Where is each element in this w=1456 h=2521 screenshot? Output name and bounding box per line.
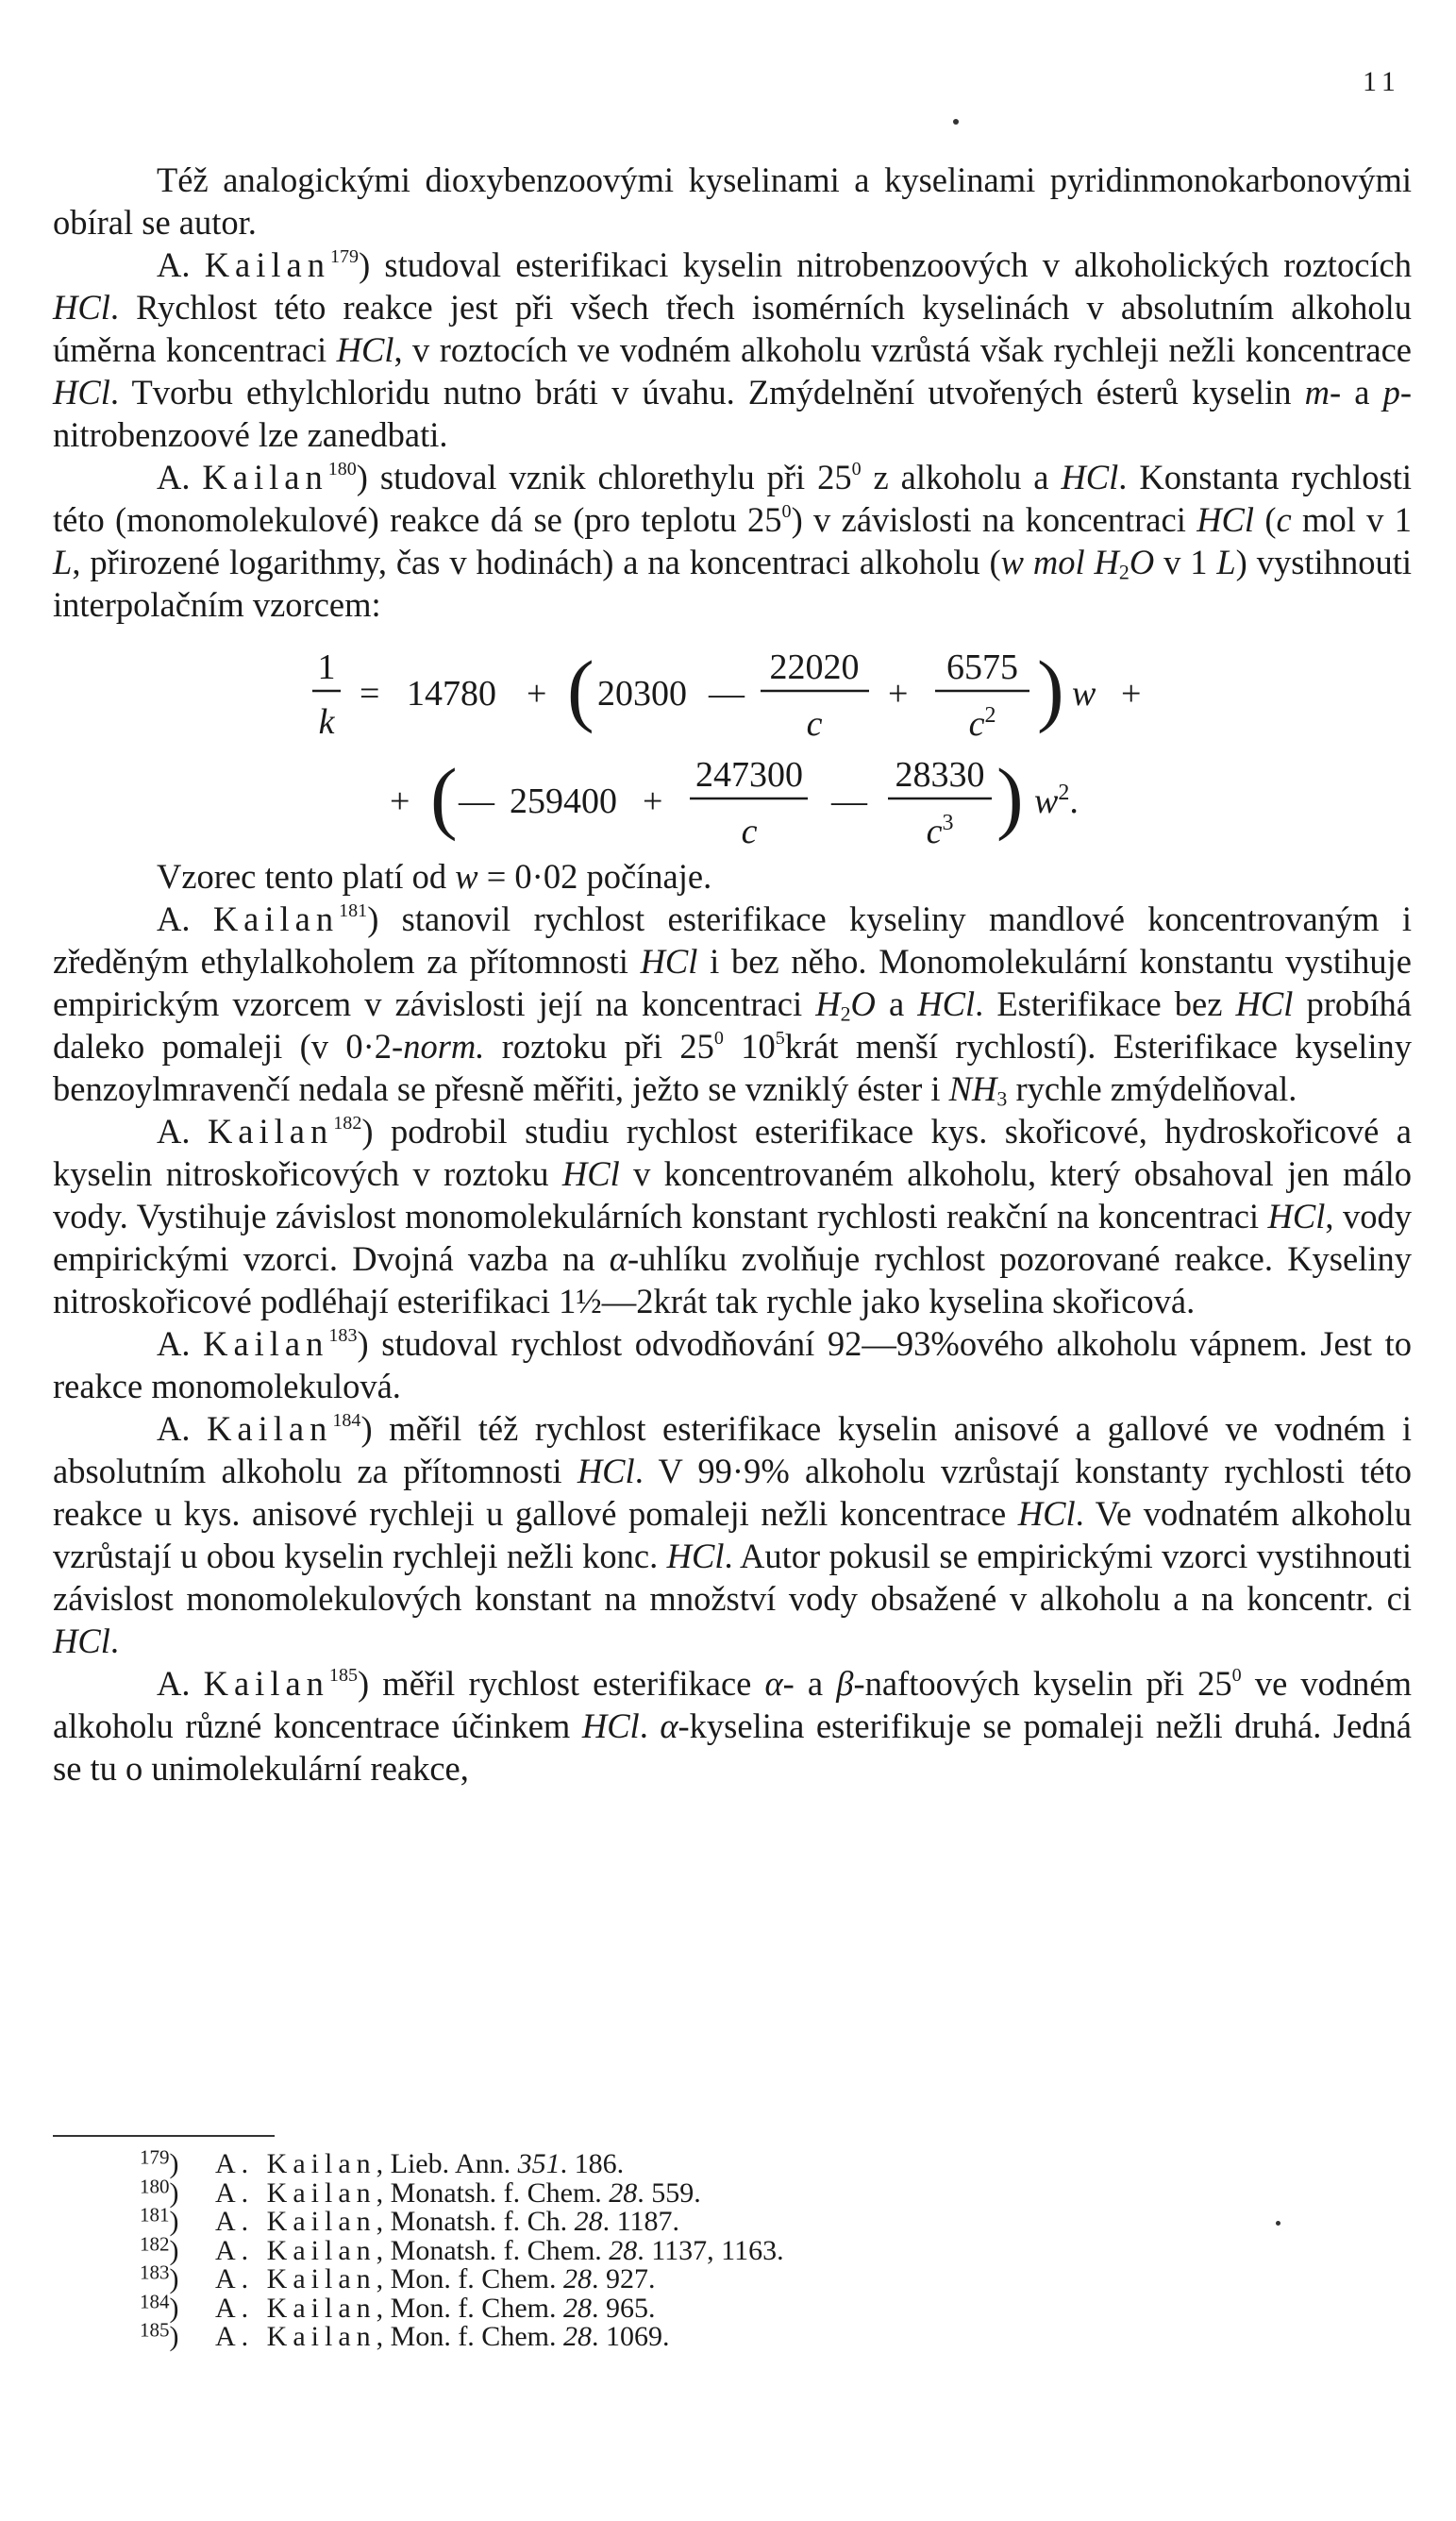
plus-sign: + <box>390 782 410 821</box>
text-run: , v roztocích ve vodném alkoholu vzrůstá však rychleji nežli koncentrace <box>393 330 1413 369</box>
text-run: 180 <box>327 458 357 479</box>
text-run: 0 <box>781 500 792 522</box>
text-run: HCl <box>1197 500 1255 539</box>
text-run: A. <box>157 899 213 938</box>
plus-sign: + <box>1121 674 1142 714</box>
interpolation-formula <box>53 643 1412 851</box>
lhs-numerator: 1 <box>317 647 336 687</box>
footnote-author: A. Kailan <box>215 2234 377 2266</box>
author-name: Kailan <box>203 1324 329 1363</box>
footnote-source: , Monatsh. f. Chem. <box>376 2176 610 2209</box>
paragraph <box>53 898 1412 1110</box>
footnote-ref: $^{181}$) <box>140 2203 179 2237</box>
footnote-number: 185 <box>140 2318 170 2342</box>
text-run: HCl <box>336 330 394 369</box>
text-run: α <box>609 1239 628 1278</box>
text-run: 185 <box>328 1664 359 1686</box>
text-run: 2 <box>840 1001 851 1026</box>
text-run: L <box>53 543 73 581</box>
footnote-author: A. Kailan <box>215 2292 377 2324</box>
text-run: A. <box>157 245 205 284</box>
text-run: 2 <box>1118 560 1130 584</box>
text-run: ) měřil též rychlost esterifikace kyselin anisové a gallové ve vodném i absolutním alkoholu za přítomnosti <box>53 1409 1412 1490</box>
text-run: HCl <box>561 1154 620 1193</box>
text-run: - a <box>1329 373 1383 412</box>
text-run: ) podrobil studiu rychlost esterifikace kys. skořicové, hydroskořicové a kyselin nitroskořicových v roztoku <box>53 1112 1413 1193</box>
footnote-volume: 28 <box>562 2292 592 2324</box>
text-run: krát menší rychlostí). Esterifikace kyseliny benzoylmravenčí nedala se přesně měřiti, ježto se vzniklý éster i <box>53 1027 1412 1108</box>
text-run: HCl <box>53 288 110 327</box>
footnote-ref: $^{180}$) <box>140 2175 179 2209</box>
paragraph <box>53 1407 1412 1662</box>
text-run: α <box>660 1706 678 1745</box>
footnote-volume: 351 <box>517 2148 561 2179</box>
footnote-page: . 927. <box>591 2263 656 2294</box>
text-run: ) stanovil rychlost esterifikace kyseliny mandlové koncentrovaným i zředěným ethylalkoholem za přítomnosti <box>53 899 1413 981</box>
plus-sign: + <box>527 674 547 714</box>
text-run: . Autor pokusil se empirickými vzorci vystihnouti závislost monomolekulových konstant na množství vody obsažené v alkoholu a na koncentr. ci <box>53 1537 1412 1618</box>
paragraph <box>53 1110 1412 1322</box>
body-text <box>53 159 1412 1790</box>
constant-259400: 259400 <box>510 782 617 821</box>
text-run: HCl <box>53 373 110 412</box>
footnote-author: A. Kailan <box>215 2176 377 2209</box>
text-run: A. <box>157 1324 204 1363</box>
footnote-author: A. Kailan <box>215 2206 377 2237</box>
footnote-page: . 1069. <box>591 2321 670 2352</box>
text-run: HCl <box>577 1452 635 1490</box>
text-run: i bez něho. Monomolekulární konstantu vystihuje empirickým vzorcem v závislosti její na koncentraci <box>53 942 1412 1023</box>
text-run: 3 <box>996 1086 1008 1111</box>
formula-svg <box>53 643 1412 851</box>
constant-20300: 20300 <box>597 674 687 714</box>
footnote-author: A. Kailan <box>215 2263 377 2294</box>
footnote-number: 184 <box>140 2290 170 2313</box>
text-run: HCl <box>1235 984 1294 1023</box>
footnote-number: 182 <box>140 2232 170 2256</box>
fraction-1-numerator: 22020 <box>769 647 860 687</box>
open-paren: ( <box>430 751 458 842</box>
text-run: 10 <box>723 1027 776 1066</box>
text-run: A. <box>157 1409 208 1448</box>
footnote-number: 179 <box>140 2145 170 2169</box>
footnote-ref: $^{183}$) <box>140 2260 179 2294</box>
text-run: -naftoových kyselin při 25 <box>853 1664 1232 1703</box>
author-name: Kailan <box>207 1112 334 1151</box>
text-run: . Rychlost této reakce jest při všech třech isomérních kyselinách v absolutním alkoholu úměrna koncentraci <box>53 288 1412 369</box>
footnote-number: 180 <box>140 2175 170 2198</box>
text-run: probíhá daleko pomaleji (v 0·2- <box>53 984 1413 1066</box>
text-run: -kyselina esterifikuje se pomaleji nežli druhá. Jedná se tu o unimolekulární reakce, <box>53 1706 1412 1788</box>
close-paren: ) <box>1037 644 1064 734</box>
text-run: , přirozené logarithmy, čas v hodinách) a na koncentraci alkoholu ( <box>72 543 1001 581</box>
text-run: , vody empirickými vzorci. Dvojná vazba na <box>53 1197 1412 1278</box>
text-run: . Tvorbu ethylchloridu nutno bráti v úvahu. Zmýdelnění utvořených ésterů kyselin <box>109 373 1305 412</box>
footnote-divider <box>53 2135 275 2137</box>
text-run: HCl <box>1267 1197 1326 1235</box>
text-run: . Ve vodnatém alkoholu vzrůstají u obou kyselin rychleji nežli konc. <box>53 1494 1412 1575</box>
paragraph <box>53 456 1412 626</box>
footnote-source: , Monatsh. f. Ch. <box>376 2206 575 2237</box>
text-run: p <box>1382 373 1400 412</box>
footnote-number: 181 <box>140 2203 170 2227</box>
text-run: Vzorec tento platí od <box>157 857 456 896</box>
plus-sign: + <box>643 782 663 821</box>
close-paren: ) <box>996 751 1024 842</box>
text-run: ) studoval rychlost odvodňování 92—93%ového alkoholu vápnem. Jest to reakce monomolekulová. <box>53 1324 1413 1405</box>
text-run: HCl <box>666 1537 725 1575</box>
text-run: HCl <box>1017 1494 1076 1533</box>
fraction-3-numerator: 247300 <box>695 755 803 795</box>
text-run: c <box>1276 500 1292 539</box>
text-run: v koncentrovaném alkoholu, který obsahoval jen málo vody. Vystihuje závislost monomolekulárních konstant rychlosti reakční na koncentraci <box>53 1154 1412 1235</box>
text-run: . Esterifikace bez <box>975 984 1236 1023</box>
text-run: ( <box>1254 500 1277 539</box>
variable-w-squared: $w^2$. <box>1034 781 1079 821</box>
footnote-author: A. Kailan <box>215 2148 377 2179</box>
page-number: 11 <box>1363 66 1401 97</box>
footnote-ref: $^{184}$) <box>140 2290 179 2324</box>
text-run: ) studoval vznik chlorethylu při 25 <box>356 458 852 496</box>
text-run: -nitrobenzoové lze zanedbati. <box>53 373 1412 454</box>
text-run: NH <box>948 1069 997 1108</box>
text-run: m <box>1304 373 1330 412</box>
paragraph <box>53 1322 1412 1407</box>
footnote <box>140 2175 784 2209</box>
text-run: 183 <box>328 1324 358 1346</box>
text-run: ve vodném alkoholu různé koncentrace účinkem <box>53 1664 1412 1745</box>
footnote-source: , Mon. f. Chem. <box>376 2321 563 2352</box>
text-run: z alkoholu a <box>861 458 1062 496</box>
text-run: = 0·02 počínaje. <box>477 857 712 896</box>
text-run: O <box>850 984 876 1023</box>
footnote-page: . 186. <box>560 2148 625 2179</box>
footnote <box>140 2203 784 2237</box>
print-speck <box>953 119 959 125</box>
text-run: . V 99·9% alkoholu vzrůstají konstanty rychlosti této reakce u kys. anisové rychleji u gallové pomaleji nežli koncentrace <box>53 1452 1412 1533</box>
text-run: ) měřil rychlost esterifikace <box>358 1664 765 1703</box>
author-name: Kailan <box>202 458 328 496</box>
text-run: 5 <box>775 1027 785 1049</box>
minus-sign: — <box>831 782 867 821</box>
paragraph <box>53 244 1412 456</box>
footnote-source: , Mon. f. Chem. <box>376 2292 563 2324</box>
text-run: mol v 1 <box>1291 500 1412 539</box>
author-name: Kailan <box>207 1409 333 1448</box>
text-run: HCl <box>640 942 698 981</box>
footnote-volume: 28 <box>609 2176 638 2209</box>
text-run: Též analogickými dioxybenzoovými kyselinami a kyselinami pyridinmonokarbonovými obíral se autor. <box>53 160 1412 242</box>
fraction-2-numerator: 6575 <box>946 647 1018 687</box>
text-run: rychle zmýdelňoval. <box>1007 1069 1297 1108</box>
text-run: w <box>455 857 478 896</box>
plus-sign: + <box>888 674 909 714</box>
text-run: 179 <box>329 245 360 267</box>
print-speck <box>1276 2221 1280 2226</box>
equals-sign: = <box>360 674 380 714</box>
text-run: 0 <box>713 1027 724 1049</box>
footnote-source: , Mon. f. Chem. <box>376 2263 563 2294</box>
text-run: 182 <box>333 1112 362 1134</box>
text-run: 0 <box>851 458 862 479</box>
text-run: ) v závislosti na koncentraci <box>791 500 1197 539</box>
fraction-3-denominator: c <box>741 812 758 851</box>
footnote-volume: 28 <box>574 2206 603 2237</box>
text-run: HCl <box>1061 458 1119 496</box>
footnote-page: . 1187. <box>602 2206 680 2237</box>
text-run: β <box>836 1664 854 1703</box>
text-run: 184 <box>332 1409 361 1431</box>
text-run: H <box>815 984 841 1023</box>
footnote-number: 183 <box>140 2260 170 2284</box>
text-run: A. <box>157 1112 208 1151</box>
text-run: α <box>764 1664 783 1703</box>
fraction-2-denominator: $c^2$ <box>968 703 996 744</box>
footnote-source: , Lieb. Ann. <box>376 2148 518 2179</box>
variable-w: w <box>1072 674 1096 714</box>
footnote-ref: $^{185}$) <box>140 2318 179 2352</box>
footnote-volume: 28 <box>609 2234 638 2266</box>
text-run: - a <box>782 1664 837 1703</box>
author-name: Kailan <box>204 245 330 284</box>
text-run: . Konstanta rychlosti této (monomolekulové) reakce dá se (pro teplotu 25 <box>53 458 1412 539</box>
footnote <box>140 2145 784 2179</box>
paragraph <box>53 855 1412 898</box>
footnote <box>140 2232 784 2266</box>
text-run: HCl <box>581 1706 640 1745</box>
fraction-4-numerator: 28330 <box>895 755 985 795</box>
footnote-ref: $^{182}$) <box>140 2232 179 2266</box>
footnote-page: . 965. <box>591 2292 656 2324</box>
footnote-volume: 28 <box>562 2321 592 2352</box>
author-name: Kailan <box>212 899 340 938</box>
text-run: O <box>1129 543 1155 581</box>
footnote-page: . 1137, 1163. <box>637 2234 784 2266</box>
minus-sign: — <box>709 674 745 714</box>
paragraph <box>53 159 1412 244</box>
footnotes <box>140 2145 784 2352</box>
text-run: 0 <box>1231 1664 1242 1686</box>
text-run: ) vystihnouti interpolačním vzorcem: <box>53 543 1412 624</box>
open-paren: ( <box>567 644 594 734</box>
footnote-volume: 28 <box>562 2263 592 2294</box>
footnote-source: , Monatsh. f. Chem. <box>376 2234 610 2266</box>
text-run: A. <box>157 1664 204 1703</box>
footnote <box>140 2318 784 2352</box>
text-run: norm. <box>403 1027 485 1066</box>
constant-14780: 14780 <box>407 674 496 714</box>
fraction-4-denominator: $c^3$ <box>926 811 954 851</box>
text-run: v 1 <box>1154 543 1217 581</box>
text-run: roztoku při 25 <box>484 1027 714 1066</box>
text-run: -uhlíku zvolňuje rychlost pozorované reakce. Kyseliny nitroskořicové podléhají esterifikaci 1½—2krát tak rychle jako kyselina skořicová. <box>53 1239 1412 1320</box>
text-run: . <box>639 1706 661 1745</box>
footnote-ref: $^{179}$) <box>140 2145 179 2179</box>
text-run: ) studoval esterifikaci kyselin nitrobenzoových v alkoholických roztocích <box>359 245 1412 284</box>
footnote <box>140 2260 784 2294</box>
text-run: L <box>1216 543 1236 581</box>
text-run: w mol H <box>1000 543 1119 581</box>
paragraph <box>53 1662 1412 1790</box>
minus-sign: — <box>459 782 494 821</box>
text-run: a <box>875 984 918 1023</box>
footnote-author: A. Kailan <box>215 2321 377 2352</box>
text-run: A. <box>157 458 203 496</box>
author-name: Kailan <box>203 1664 329 1703</box>
fraction-1-denominator: c <box>806 704 823 744</box>
text-run: . <box>109 1622 119 1660</box>
text-run: HCl <box>53 1622 110 1660</box>
lhs-denominator: k <box>318 702 335 742</box>
text-run: HCl <box>917 984 976 1023</box>
footnote-page: . 559. <box>637 2176 701 2209</box>
footnote <box>140 2290 784 2324</box>
text-run: 181 <box>339 899 368 921</box>
